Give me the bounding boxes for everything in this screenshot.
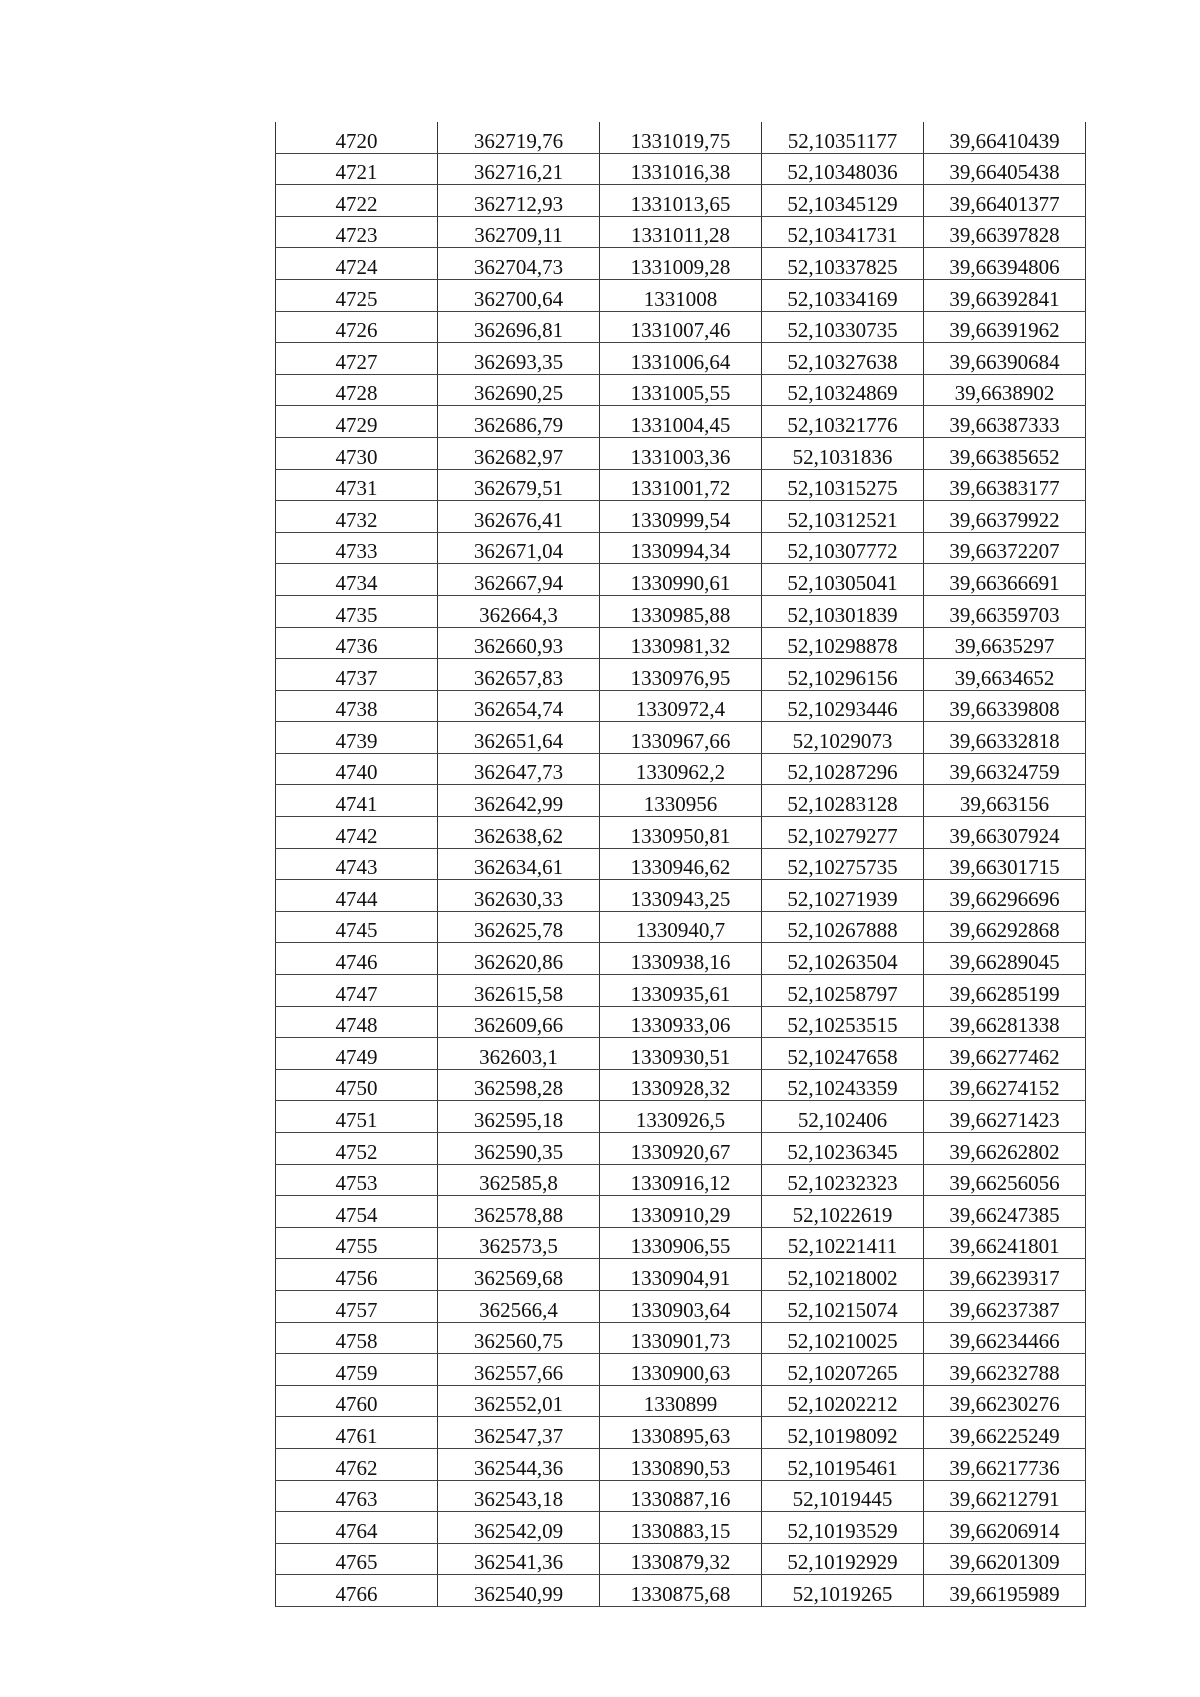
latitude-cell: 52,10247658	[762, 1038, 924, 1070]
longitude-cell: 39,66274152	[924, 1069, 1086, 1101]
y-coordinate-cell: 1330935,61	[600, 975, 762, 1007]
longitude-cell: 39,66237387	[924, 1290, 1086, 1322]
point-number-cell: 4762	[276, 1448, 438, 1480]
table-row	[276, 1196, 1086, 1228]
x-coordinate-cell: 362615,58	[438, 975, 600, 1007]
point-number-cell: 4724	[276, 248, 438, 280]
point-number-cell: 4730	[276, 437, 438, 469]
x-coordinate-cell: 362638,62	[438, 817, 600, 849]
table-row	[276, 1101, 1086, 1133]
table-row	[276, 1259, 1086, 1291]
point-number-cell: 4755	[276, 1227, 438, 1259]
table-row	[276, 880, 1086, 912]
y-coordinate-cell: 1330900,63	[600, 1354, 762, 1386]
table-row	[276, 1006, 1086, 1038]
point-number-cell: 4760	[276, 1385, 438, 1417]
x-coordinate-cell: 362543,18	[438, 1480, 600, 1512]
table-row	[276, 311, 1086, 343]
x-coordinate-cell: 362573,5	[438, 1227, 600, 1259]
point-number-cell: 4751	[276, 1101, 438, 1133]
y-coordinate-cell: 1330990,61	[600, 564, 762, 596]
longitude-cell: 39,66230276	[924, 1385, 1086, 1417]
table-row	[276, 185, 1086, 217]
latitude-cell: 52,10337825	[762, 248, 924, 280]
x-coordinate-cell: 362704,73	[438, 248, 600, 280]
latitude-cell: 52,10215074	[762, 1290, 924, 1322]
table-row	[276, 1448, 1086, 1480]
point-number-cell: 4759	[276, 1354, 438, 1386]
x-coordinate-cell: 362657,83	[438, 659, 600, 691]
latitude-cell: 52,10324869	[762, 374, 924, 406]
y-coordinate-cell: 1330994,34	[600, 532, 762, 564]
longitude-cell: 39,66410439	[924, 122, 1086, 153]
point-number-cell: 4727	[276, 343, 438, 375]
latitude-cell: 52,1022619	[762, 1196, 924, 1228]
longitude-cell: 39,66241801	[924, 1227, 1086, 1259]
longitude-cell: 39,66225249	[924, 1417, 1086, 1449]
x-coordinate-cell: 362595,18	[438, 1101, 600, 1133]
table-row	[276, 406, 1086, 438]
longitude-cell: 39,66277462	[924, 1038, 1086, 1070]
longitude-cell: 39,66285199	[924, 975, 1086, 1007]
point-number-cell: 4761	[276, 1417, 438, 1449]
x-coordinate-cell: 362671,04	[438, 532, 600, 564]
table-row	[276, 785, 1086, 817]
y-coordinate-cell: 1330879,32	[600, 1543, 762, 1575]
table-row	[276, 943, 1086, 975]
longitude-cell: 39,66232788	[924, 1354, 1086, 1386]
y-coordinate-cell: 1330916,12	[600, 1164, 762, 1196]
y-coordinate-cell: 1330910,29	[600, 1196, 762, 1228]
latitude-cell: 52,10330735	[762, 311, 924, 343]
table-row	[276, 437, 1086, 469]
x-coordinate-cell: 362625,78	[438, 911, 600, 943]
coordinates-table-body	[276, 122, 1086, 1606]
latitude-cell: 52,10207265	[762, 1354, 924, 1386]
table-row	[276, 817, 1086, 849]
longitude-cell: 39,66372207	[924, 532, 1086, 564]
latitude-cell: 52,10253515	[762, 1006, 924, 1038]
latitude-cell: 52,10263504	[762, 943, 924, 975]
longitude-cell: 39,66206914	[924, 1512, 1086, 1544]
longitude-cell: 39,66385652	[924, 437, 1086, 469]
y-coordinate-cell: 1331013,65	[600, 185, 762, 217]
y-coordinate-cell: 1331007,46	[600, 311, 762, 343]
y-coordinate-cell: 1330903,64	[600, 1290, 762, 1322]
table-row	[276, 722, 1086, 754]
latitude-cell: 52,10287296	[762, 753, 924, 785]
x-coordinate-cell: 362544,36	[438, 1448, 600, 1480]
latitude-cell: 52,10351177	[762, 122, 924, 153]
point-number-cell: 4749	[276, 1038, 438, 1070]
y-coordinate-cell: 1331011,28	[600, 216, 762, 248]
x-coordinate-cell: 362651,64	[438, 722, 600, 754]
point-number-cell: 4728	[276, 374, 438, 406]
longitude-cell: 39,66271423	[924, 1101, 1086, 1133]
point-number-cell: 4729	[276, 406, 438, 438]
x-coordinate-cell: 362557,66	[438, 1354, 600, 1386]
y-coordinate-cell: 1330976,95	[600, 659, 762, 691]
longitude-cell: 39,6634652	[924, 659, 1086, 691]
latitude-cell: 52,10202212	[762, 1385, 924, 1417]
longitude-cell: 39,663156	[924, 785, 1086, 817]
x-coordinate-cell: 362552,01	[438, 1385, 600, 1417]
latitude-cell: 52,10279277	[762, 817, 924, 849]
x-coordinate-cell: 362664,3	[438, 595, 600, 627]
point-number-cell: 4740	[276, 753, 438, 785]
longitude-cell: 39,66301715	[924, 848, 1086, 880]
y-coordinate-cell: 1330938,16	[600, 943, 762, 975]
point-number-cell: 4722	[276, 185, 438, 217]
latitude-cell: 52,10221411	[762, 1227, 924, 1259]
y-coordinate-cell: 1331019,75	[600, 122, 762, 153]
point-number-cell: 4725	[276, 279, 438, 311]
latitude-cell: 52,10258797	[762, 975, 924, 1007]
table-row	[276, 1385, 1086, 1417]
longitude-cell: 39,66256056	[924, 1164, 1086, 1196]
latitude-cell: 52,10192929	[762, 1543, 924, 1575]
y-coordinate-cell: 1330926,5	[600, 1101, 762, 1133]
latitude-cell: 52,10327638	[762, 343, 924, 375]
point-number-cell: 4758	[276, 1322, 438, 1354]
point-number-cell: 4734	[276, 564, 438, 596]
latitude-cell: 52,10321776	[762, 406, 924, 438]
table-row	[276, 1512, 1086, 1544]
table-row	[276, 659, 1086, 691]
x-coordinate-cell: 362603,1	[438, 1038, 600, 1070]
point-number-cell: 4735	[276, 595, 438, 627]
coordinates-table	[275, 122, 1086, 1607]
y-coordinate-cell: 1330956	[600, 785, 762, 817]
table-row	[276, 1543, 1086, 1575]
x-coordinate-cell: 362679,51	[438, 469, 600, 501]
table-row	[276, 627, 1086, 659]
longitude-cell: 39,66391962	[924, 311, 1086, 343]
latitude-cell: 52,10296156	[762, 659, 924, 691]
table-row	[276, 216, 1086, 248]
longitude-cell: 39,66281338	[924, 1006, 1086, 1038]
table-row	[276, 1038, 1086, 1070]
y-coordinate-cell: 1330943,25	[600, 880, 762, 912]
x-coordinate-cell: 362609,66	[438, 1006, 600, 1038]
x-coordinate-cell: 362660,93	[438, 627, 600, 659]
table-row	[276, 1417, 1086, 1449]
y-coordinate-cell: 1330967,66	[600, 722, 762, 754]
longitude-cell: 39,66390684	[924, 343, 1086, 375]
y-coordinate-cell: 1330899	[600, 1385, 762, 1417]
y-coordinate-cell: 1330928,32	[600, 1069, 762, 1101]
point-number-cell: 4748	[276, 1006, 438, 1038]
longitude-cell: 39,66405438	[924, 153, 1086, 185]
point-number-cell: 4720	[276, 122, 438, 153]
longitude-cell: 39,66324759	[924, 753, 1086, 785]
latitude-cell: 52,10243359	[762, 1069, 924, 1101]
table-row	[276, 848, 1086, 880]
table-row	[276, 1069, 1086, 1101]
y-coordinate-cell: 1330999,54	[600, 501, 762, 533]
table-row	[276, 1133, 1086, 1165]
y-coordinate-cell: 1330985,88	[600, 595, 762, 627]
longitude-cell: 39,66217736	[924, 1448, 1086, 1480]
y-coordinate-cell: 1330981,32	[600, 627, 762, 659]
latitude-cell: 52,10301839	[762, 595, 924, 627]
longitude-cell: 39,66383177	[924, 469, 1086, 501]
x-coordinate-cell: 362566,4	[438, 1290, 600, 1322]
latitude-cell: 52,10315275	[762, 469, 924, 501]
x-coordinate-cell: 362686,79	[438, 406, 600, 438]
table-row	[276, 1480, 1086, 1512]
x-coordinate-cell: 362634,61	[438, 848, 600, 880]
x-coordinate-cell: 362642,99	[438, 785, 600, 817]
latitude-cell: 52,10345129	[762, 185, 924, 217]
table-row	[276, 1575, 1086, 1607]
y-coordinate-cell: 1331003,36	[600, 437, 762, 469]
table-row	[276, 1164, 1086, 1196]
longitude-cell: 39,66379922	[924, 501, 1086, 533]
point-number-cell: 4736	[276, 627, 438, 659]
x-coordinate-cell: 362590,35	[438, 1133, 600, 1165]
y-coordinate-cell: 1330875,68	[600, 1575, 762, 1607]
x-coordinate-cell: 362598,28	[438, 1069, 600, 1101]
x-coordinate-cell: 362700,64	[438, 279, 600, 311]
y-coordinate-cell: 1330920,67	[600, 1133, 762, 1165]
longitude-cell: 39,66289045	[924, 943, 1086, 975]
latitude-cell: 52,10348036	[762, 153, 924, 185]
latitude-cell: 52,10210025	[762, 1322, 924, 1354]
latitude-cell: 52,10305041	[762, 564, 924, 596]
y-coordinate-cell: 1330906,55	[600, 1227, 762, 1259]
x-coordinate-cell: 362693,35	[438, 343, 600, 375]
latitude-cell: 52,1019265	[762, 1575, 924, 1607]
x-coordinate-cell: 362569,68	[438, 1259, 600, 1291]
point-number-cell: 4738	[276, 690, 438, 722]
table-row	[276, 374, 1086, 406]
y-coordinate-cell: 1330972,4	[600, 690, 762, 722]
x-coordinate-cell: 362654,74	[438, 690, 600, 722]
point-number-cell: 4742	[276, 817, 438, 849]
table-row	[276, 469, 1086, 501]
table-row	[276, 595, 1086, 627]
longitude-cell: 39,66195989	[924, 1575, 1086, 1607]
point-number-cell: 4747	[276, 975, 438, 1007]
point-number-cell: 4746	[276, 943, 438, 975]
x-coordinate-cell: 362712,93	[438, 185, 600, 217]
latitude-cell: 52,10271939	[762, 880, 924, 912]
point-number-cell: 4733	[276, 532, 438, 564]
table-row	[276, 153, 1086, 185]
y-coordinate-cell: 1330901,73	[600, 1322, 762, 1354]
point-number-cell: 4766	[276, 1575, 438, 1607]
x-coordinate-cell: 362690,25	[438, 374, 600, 406]
latitude-cell: 52,10193529	[762, 1512, 924, 1544]
y-coordinate-cell: 1331006,64	[600, 343, 762, 375]
latitude-cell: 52,10232323	[762, 1164, 924, 1196]
y-coordinate-cell: 1330940,7	[600, 911, 762, 943]
point-number-cell: 4743	[276, 848, 438, 880]
point-number-cell: 4744	[276, 880, 438, 912]
x-coordinate-cell: 362716,21	[438, 153, 600, 185]
y-coordinate-cell: 1330930,51	[600, 1038, 762, 1070]
table-row	[276, 911, 1086, 943]
longitude-cell: 39,66292868	[924, 911, 1086, 943]
x-coordinate-cell: 362719,76	[438, 122, 600, 153]
latitude-cell: 52,10236345	[762, 1133, 924, 1165]
point-number-cell: 4757	[276, 1290, 438, 1322]
table-row	[276, 753, 1086, 785]
latitude-cell: 52,10195461	[762, 1448, 924, 1480]
longitude-cell: 39,66392841	[924, 279, 1086, 311]
table-row	[276, 343, 1086, 375]
table-row	[276, 564, 1086, 596]
point-number-cell: 4763	[276, 1480, 438, 1512]
y-coordinate-cell: 1331001,72	[600, 469, 762, 501]
x-coordinate-cell: 362630,33	[438, 880, 600, 912]
table-row	[276, 1227, 1086, 1259]
longitude-cell: 39,66234466	[924, 1322, 1086, 1354]
y-coordinate-cell: 1330904,91	[600, 1259, 762, 1291]
longitude-cell: 39,66387333	[924, 406, 1086, 438]
latitude-cell: 52,102406	[762, 1101, 924, 1133]
y-coordinate-cell: 1331005,55	[600, 374, 762, 406]
y-coordinate-cell: 1330933,06	[600, 1006, 762, 1038]
latitude-cell: 52,1029073	[762, 722, 924, 754]
latitude-cell: 52,10218002	[762, 1259, 924, 1291]
latitude-cell: 52,10283128	[762, 785, 924, 817]
latitude-cell: 52,10341731	[762, 216, 924, 248]
point-number-cell: 4753	[276, 1164, 438, 1196]
point-number-cell: 4737	[276, 659, 438, 691]
table-row	[276, 532, 1086, 564]
y-coordinate-cell: 1331009,28	[600, 248, 762, 280]
latitude-cell: 52,1031836	[762, 437, 924, 469]
point-number-cell: 4765	[276, 1543, 438, 1575]
table-row	[276, 122, 1086, 153]
table-row	[276, 1322, 1086, 1354]
x-coordinate-cell: 362682,97	[438, 437, 600, 469]
point-number-cell: 4732	[276, 501, 438, 533]
longitude-cell: 39,66401377	[924, 185, 1086, 217]
y-coordinate-cell: 1330887,16	[600, 1480, 762, 1512]
table-row	[276, 248, 1086, 280]
longitude-cell: 39,66239317	[924, 1259, 1086, 1291]
longitude-cell: 39,66332818	[924, 722, 1086, 754]
point-number-cell: 4731	[276, 469, 438, 501]
point-number-cell: 4750	[276, 1069, 438, 1101]
y-coordinate-cell: 1331008	[600, 279, 762, 311]
point-number-cell: 4764	[276, 1512, 438, 1544]
x-coordinate-cell: 362676,41	[438, 501, 600, 533]
latitude-cell: 52,10334169	[762, 279, 924, 311]
y-coordinate-cell: 1331016,38	[600, 153, 762, 185]
y-coordinate-cell: 1330890,53	[600, 1448, 762, 1480]
x-coordinate-cell: 362667,94	[438, 564, 600, 596]
latitude-cell: 52,1019445	[762, 1480, 924, 1512]
x-coordinate-cell: 362542,09	[438, 1512, 600, 1544]
longitude-cell: 39,66212791	[924, 1480, 1086, 1512]
point-number-cell: 4756	[276, 1259, 438, 1291]
table-row	[276, 690, 1086, 722]
latitude-cell: 52,10293446	[762, 690, 924, 722]
y-coordinate-cell: 1330962,2	[600, 753, 762, 785]
point-number-cell: 4721	[276, 153, 438, 185]
latitude-cell: 52,10198092	[762, 1417, 924, 1449]
longitude-cell: 39,6638902	[924, 374, 1086, 406]
y-coordinate-cell: 1330895,63	[600, 1417, 762, 1449]
table-row	[276, 1354, 1086, 1386]
longitude-cell: 39,66262802	[924, 1133, 1086, 1165]
longitude-cell: 39,66359703	[924, 595, 1086, 627]
point-number-cell: 4754	[276, 1196, 438, 1228]
latitude-cell: 52,10275735	[762, 848, 924, 880]
longitude-cell: 39,66201309	[924, 1543, 1086, 1575]
table-row	[276, 501, 1086, 533]
table-row	[276, 1290, 1086, 1322]
x-coordinate-cell: 362585,8	[438, 1164, 600, 1196]
latitude-cell: 52,10298878	[762, 627, 924, 659]
x-coordinate-cell: 362620,86	[438, 943, 600, 975]
point-number-cell: 4726	[276, 311, 438, 343]
longitude-cell: 39,66247385	[924, 1196, 1086, 1228]
point-number-cell: 4745	[276, 911, 438, 943]
x-coordinate-cell: 362541,36	[438, 1543, 600, 1575]
y-coordinate-cell: 1330946,62	[600, 848, 762, 880]
x-coordinate-cell: 362560,75	[438, 1322, 600, 1354]
x-coordinate-cell: 362647,73	[438, 753, 600, 785]
longitude-cell: 39,66397828	[924, 216, 1086, 248]
y-coordinate-cell: 1331004,45	[600, 406, 762, 438]
latitude-cell: 52,10312521	[762, 501, 924, 533]
y-coordinate-cell: 1330883,15	[600, 1512, 762, 1544]
point-number-cell: 4752	[276, 1133, 438, 1165]
longitude-cell: 39,66296696	[924, 880, 1086, 912]
table-row	[276, 279, 1086, 311]
latitude-cell: 52,10307772	[762, 532, 924, 564]
x-coordinate-cell: 362709,11	[438, 216, 600, 248]
longitude-cell: 39,6635297	[924, 627, 1086, 659]
point-number-cell: 4739	[276, 722, 438, 754]
point-number-cell: 4741	[276, 785, 438, 817]
latitude-cell: 52,10267888	[762, 911, 924, 943]
point-number-cell: 4723	[276, 216, 438, 248]
longitude-cell: 39,66366691	[924, 564, 1086, 596]
longitude-cell: 39,66339808	[924, 690, 1086, 722]
x-coordinate-cell: 362540,99	[438, 1575, 600, 1607]
y-coordinate-cell: 1330950,81	[600, 817, 762, 849]
longitude-cell: 39,66394806	[924, 248, 1086, 280]
longitude-cell: 39,66307924	[924, 817, 1086, 849]
table-row	[276, 975, 1086, 1007]
x-coordinate-cell: 362578,88	[438, 1196, 600, 1228]
x-coordinate-cell: 362547,37	[438, 1417, 600, 1449]
x-coordinate-cell: 362696,81	[438, 311, 600, 343]
